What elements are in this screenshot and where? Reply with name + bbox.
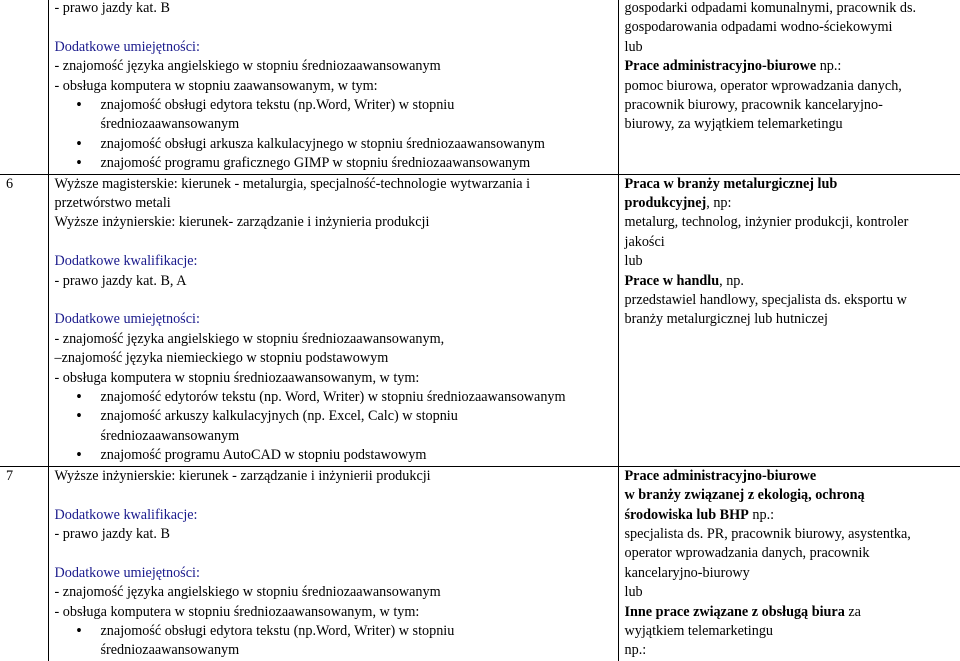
bullet-list — [55, 622, 618, 661]
list-item: • znajomość programu graficznego GIMP w stopniu średniozaawansowanym — [55, 154, 618, 173]
text-line: - obsługa komputera w stopniu średniozaawansowanym, w tym: — [55, 603, 618, 622]
job-offers-cell — [618, 466, 960, 661]
text-line: kancelaryjno-biurowy — [625, 564, 960, 583]
text-line: jakości — [625, 233, 960, 252]
text-line: - obsługa komputera w stopniu średniozaawansowanym, w tym: — [55, 369, 618, 388]
text-line: gospodarki odpadami komunalnymi, pracownik ds. — [625, 0, 960, 18]
list-item: • znajomość programu AutoCAD w stopniu podstawowym — [55, 446, 618, 465]
qualifications-heading: Dodatkowe kwalifikacje: — [55, 506, 618, 525]
row-number-cell: 6 — [0, 174, 48, 466]
requirements-cell — [48, 466, 618, 661]
text-line: - znajomość języka angielskiego w stopniu średniozaawansowanym — [55, 57, 618, 76]
job-offers-cell — [618, 0, 960, 174]
text-line: pomoc biurowa, operator wprowadzania danych, — [625, 77, 960, 96]
offer-heading: produkcyjnej, np: — [625, 194, 960, 213]
text-line: - obsługa komputera w stopniu zaawansowanym, w tym: — [55, 77, 618, 96]
text-line: wyjątkiem telemarketingu — [625, 622, 960, 641]
list-item: • znajomość obsługi arkusza kalkulacyjnego w stopniu średniozaawansowanym — [55, 135, 618, 154]
table-row — [0, 174, 960, 466]
text-line: - znajomość języka angielskiego w stopniu średniozaawansowanym — [55, 583, 618, 602]
qualifications-heading: Dodatkowe kwalifikacje: — [55, 252, 618, 271]
row-number-cell — [0, 0, 48, 174]
bullet-list — [55, 96, 618, 174]
text-line: gospodarowania odpadami wodno-ściekowymi — [625, 18, 960, 37]
offer-heading: środowiska lub BHP np.: — [625, 506, 960, 525]
offer-heading: Prace administracyjno-biurowe — [625, 467, 960, 486]
text-line: - znajomość języka angielskiego w stopniu średniozaawansowanym, — [55, 330, 618, 349]
text-line: Wyższe inżynierskie: kierunek - zarządzanie i inżynierii produkcji — [55, 467, 618, 486]
text-line: –znajomość języka niemieckiego w stopniu podstawowym — [55, 349, 618, 368]
text-line: lub — [625, 38, 960, 57]
text-line: lub — [625, 252, 960, 271]
text-line: lub — [625, 583, 960, 602]
text-line: operator wprowadzania danych, pracownik — [625, 544, 960, 563]
text-line: - prawo jazdy kat. B, A — [55, 272, 618, 291]
skills-heading: Dodatkowe umiejętności: — [55, 564, 618, 583]
text-line: specjalista ds. PR, pracownik biurowy, asystentka, — [625, 525, 960, 544]
offer-heading: Prace w handlu, np. — [625, 272, 960, 291]
skills-heading: Dodatkowe umiejętności: — [55, 38, 618, 57]
skills-heading: Dodatkowe umiejętności: — [55, 310, 618, 329]
row-number-cell: 7 — [0, 466, 48, 661]
offer-heading: w branży związanej z ekologią, ochroną — [625, 486, 960, 505]
table-row — [0, 0, 960, 174]
text-line: pracownik biurowy, pracownik kancelaryjno- — [625, 96, 960, 115]
list-item: • znajomość obsługi edytora tekstu (np.Word, Writer) w stopniu średniozaawansowanym — [55, 96, 618, 135]
text-line: Wyższe inżynierskie: kierunek- zarządzanie i inżynieria produkcji — [55, 213, 618, 232]
offer-heading: Prace administracyjno-biurowe np.: — [625, 57, 960, 76]
offer-heading: Inne prace związane z obsługą biura za — [625, 603, 960, 622]
list-item: • znajomość arkuszy kalkulacyjnych (np. Excel, Calc) w stopniu średniozaawansowanym — [55, 407, 618, 446]
offer-heading: Praca w branży metalurgicznej lub — [625, 175, 960, 194]
job-offers-cell — [618, 174, 960, 466]
text-line: Wyższe magisterskie: kierunek - metalurgia, specjalność-technologie wytwarzania i — [55, 175, 618, 194]
text-line: biurowy, za wyjątkiem telemarketingu — [625, 115, 960, 134]
list-item: • znajomość obsługi edytora tekstu (np.Word, Writer) w stopniu średniozaawansowanym — [55, 622, 618, 661]
text-line: przedstawiel handlowy, specjalista ds. eksportu w — [625, 291, 960, 310]
list-item: • znajomość edytorów tekstu (np. Word, Writer) w stopniu średniozaawansowanym — [55, 388, 618, 407]
bullet-list — [55, 388, 618, 466]
text-line: np.: — [625, 641, 960, 660]
text-line: branży metalurgicznej lub hutniczej — [625, 310, 960, 329]
text-line: metalurg, technolog, inżynier produkcji, kontroler — [625, 213, 960, 232]
text-line: przetwórstwo metali — [55, 194, 618, 213]
text-line: - prawo jazdy kat. B — [55, 0, 618, 18]
requirements-cell — [48, 0, 618, 174]
text-line: - prawo jazdy kat. B — [55, 525, 618, 544]
requirements-cell — [48, 174, 618, 466]
table-row — [0, 466, 960, 661]
